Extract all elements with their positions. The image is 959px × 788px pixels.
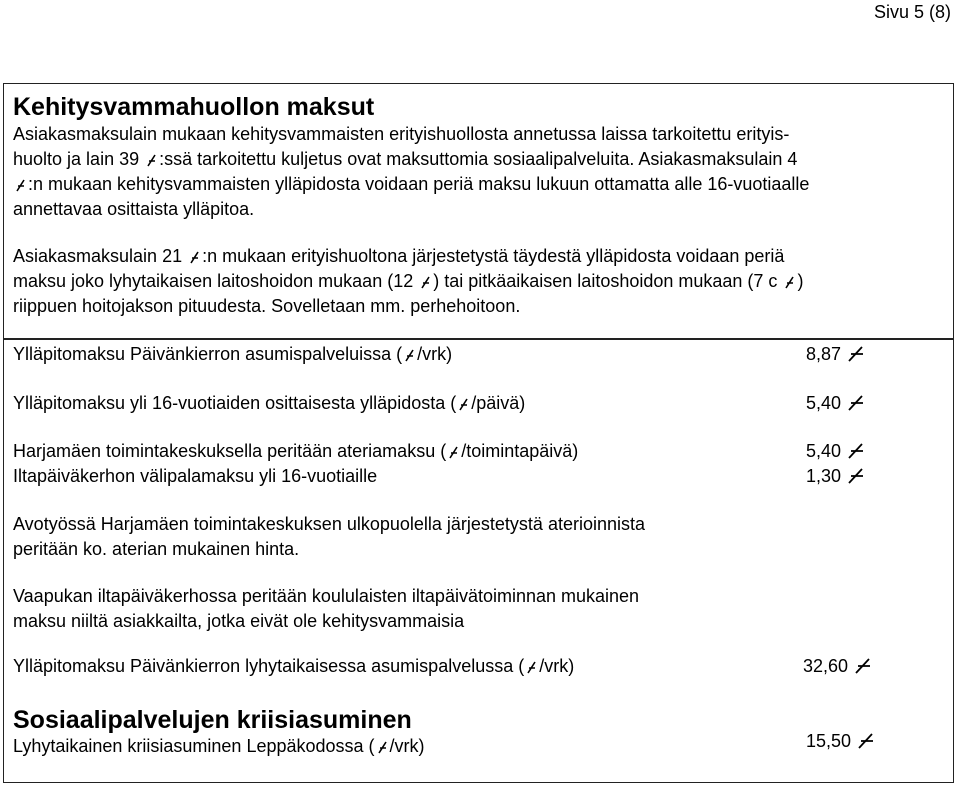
currency-glyph-icon	[377, 741, 388, 754]
note-line: peritään ko. aterian mukainen hinta.	[13, 539, 300, 559]
section-sign-icon	[146, 154, 157, 167]
fee-value	[806, 466, 865, 487]
currency-glyph-icon	[847, 468, 865, 484]
paragraph-line	[13, 147, 797, 172]
fee-amount: 5,40	[806, 393, 842, 413]
fee-label-text: /toimintapäivä)	[461, 441, 579, 461]
paragraph-text: maksu joko lyhytaikaisen laitoshoidon mukaan (12	[13, 271, 419, 291]
fee-label: Iltapäiväkerhon välipalamaksu yli 16-vuotiaille	[13, 466, 378, 486]
section-sign-icon	[784, 276, 795, 289]
fee-label-text: /vrk)	[389, 736, 425, 756]
fee-value	[806, 393, 865, 414]
fee-label	[13, 736, 425, 757]
fee-label-text: Ylläpitomaksu yli 16-vuotiaiden osittaisesta ylläpidosta (	[13, 393, 457, 413]
fee-label-text: /vrk)	[417, 344, 453, 364]
currency-glyph-icon	[404, 349, 415, 362]
fee-label	[13, 441, 578, 462]
fee-label-text: Harjamäen toimintakeskuksella peritään ateriamaksu (	[13, 441, 447, 461]
section-divider	[3, 338, 954, 340]
fee-label-text: Lyhytaikainen kriisiasuminen Leppäkodossa (	[13, 736, 375, 756]
paragraph-text: Asiakasmaksulain 21	[13, 246, 188, 266]
fee-amount: 15,50	[806, 731, 852, 751]
fee-value	[806, 731, 875, 752]
currency-glyph-icon	[857, 733, 875, 749]
fee-label-text: Ylläpitomaksu Päivänkierron asumispalveluissa (	[13, 344, 403, 364]
currency-glyph-icon	[847, 395, 865, 411]
paragraph-line	[13, 244, 784, 269]
currency-glyph-icon	[854, 658, 872, 674]
currency-glyph-icon	[526, 661, 537, 674]
fee-label-text: /päivä)	[471, 393, 526, 413]
paragraph-text: )	[797, 271, 804, 291]
fee-value	[803, 656, 872, 677]
currency-glyph-icon	[847, 443, 865, 459]
fee-amount: 5,40	[806, 441, 842, 461]
fee-label	[13, 393, 525, 414]
paragraph-text: ) tai pitkäaikaisen laitoshoidon mukaan (7 c	[433, 271, 783, 291]
section-title-kehitysvammahuolto: Kehitysvammahuollon maksut	[13, 93, 375, 121]
fee-label-text: /vrk)	[539, 656, 575, 676]
section-title-kriisiasuminen: Sosiaalipalvelujen kriisiasuminen	[13, 706, 412, 734]
paragraph-text: :n mukaan kehitysvammaisten ylläpidosta voidaan periä maksu lukuun ottamatta alle 16-vuotiaalle	[28, 174, 810, 194]
fee-label-text: Ylläpitomaksu Päivänkierron lyhytaikaisessa asumispalvelussa (	[13, 656, 525, 676]
note-line: maksu niiltä asiakkailta, jotka eivät ole kehitysvammaisia	[13, 611, 465, 631]
paragraph-text: huolto ja lain 39	[13, 149, 145, 169]
fee-value	[806, 441, 865, 462]
section-sign-icon	[189, 251, 200, 264]
fee-amount: 8,87	[806, 344, 842, 364]
note-line: Vaapukan iltapäiväkerhossa peritään koululaisten iltapäivätoiminnan mukainen	[13, 586, 640, 606]
currency-glyph-icon	[448, 446, 459, 459]
page-number: Sivu 5 (8)	[873, 2, 951, 22]
paragraph-line	[13, 172, 809, 197]
note-line: Avotyössä Harjamäen toimintakeskuksen ulkopuolella järjestetystä aterioinnista	[13, 514, 645, 534]
paragraph-text: :n mukaan erityishuoltona järjestetystä täydestä ylläpidosta voidaan periä	[202, 246, 785, 266]
paragraph-line: Asiakasmaksulain mukaan kehitysvammaisten erityishuollosta annetussa laissa tarkoitettu erityis-	[13, 124, 790, 144]
paragraph-line	[13, 269, 803, 294]
currency-glyph-icon	[458, 398, 469, 411]
paragraph-line: annettavaa osittaista ylläpitoa.	[13, 199, 255, 219]
fee-amount: 32,60	[803, 656, 849, 676]
fee-label	[13, 656, 574, 677]
section-sign-icon	[15, 179, 26, 192]
fee-amount: 1,30	[806, 466, 842, 486]
paragraph-text: :ssä tarkoitettu kuljetus ovat maksuttomia sosiaalipalveluita. Asiakasmaksulain 4	[159, 149, 798, 169]
fee-value	[806, 344, 865, 365]
fee-label	[13, 344, 452, 365]
section-sign-icon	[420, 276, 431, 289]
currency-glyph-icon	[847, 346, 865, 362]
paragraph-line: riippuen hoitojakson pituudesta. Sovelletaan mm. perhehoitoon.	[13, 296, 521, 316]
